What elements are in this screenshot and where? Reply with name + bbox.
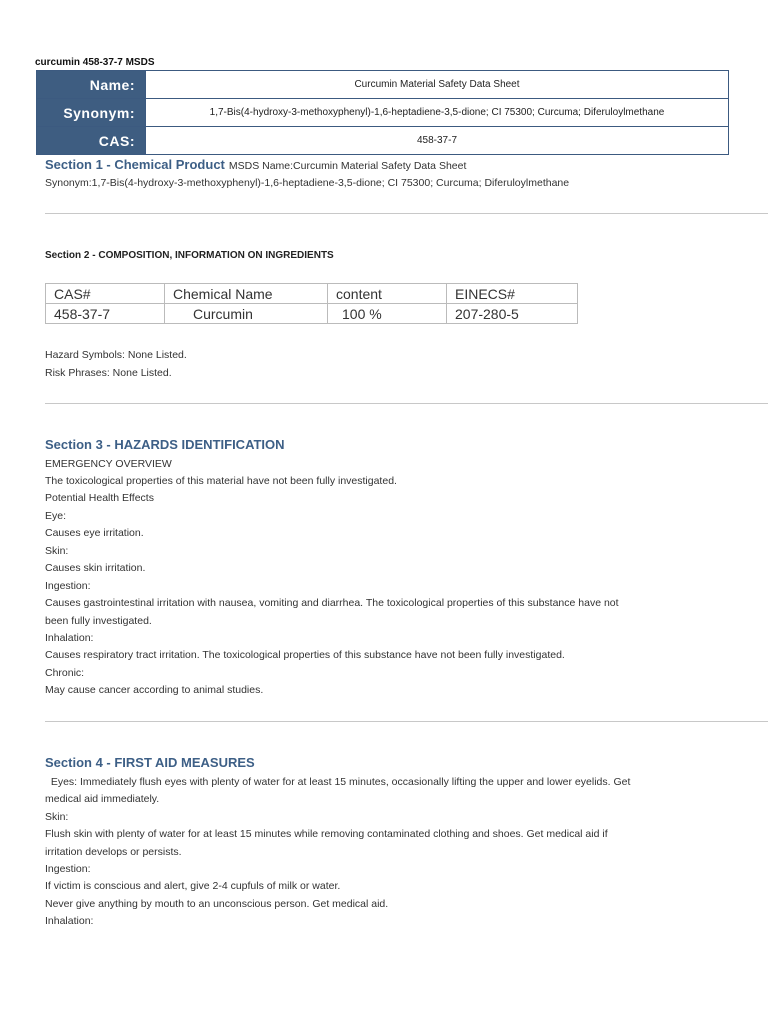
section-3-line: Causes respiratory tract irritation. The toxicological properties of this substance have not been fully investigated. [45,649,565,661]
section-1-title: Section 1 - Chemical Product [45,157,225,172]
section-1-synonym: Synonym:1,7-Bis(4-hydroxy-3-methoxyphenyl)-1,6-heptadiene-3,5-dione; CI 75300; Curcuma; Diferuloylmethane [45,177,570,189]
cell-cas: 458-37-7 [46,304,165,324]
cas-label: CAS: [37,127,146,155]
section-1-subtitle: MSDS Name:Curcumin Material Safety Data Sheet [228,160,467,172]
section-3-heading: Section 3 - HAZARDS IDENTIFICATION [45,437,285,452]
summary-row-synonym [37,99,729,127]
section-4-line: Flush skin with plenty of water for at least 15 minutes while removing contaminated clothing and shoes. Get medical aid if [45,828,608,840]
cell-chemical-name: Curcumin [165,304,328,324]
hazard-symbols: Hazard Symbols: None Listed. [45,349,187,361]
cas-value: 458-37-7 [146,127,729,155]
composition-header-row [46,284,578,304]
section-3-line: Inhalation: [45,632,94,644]
section-4-line: Ingestion: [45,863,91,875]
composition-table [45,283,578,324]
section-3-line: The toxicological properties of this material have not been fully investigated. [45,475,397,487]
section-2-heading: Section 2 - COMPOSITION, INFORMATION ON INGREDIENTS [45,250,334,261]
section-3-line: Potential Health Effects [45,492,154,504]
header-einecs: EINECS# [447,284,578,304]
name-value: Curcumin Material Safety Data Sheet [146,71,729,99]
header-cas: CAS# [46,284,165,304]
section-3-line: Causes eye irritation. [45,527,144,539]
divider [45,721,768,722]
section-3-line: Chronic: [45,667,85,679]
divider [45,213,768,214]
section-4-line: Never give anything by mouth to an unconscious person. Get medical aid. [45,898,389,910]
divider [45,403,768,404]
section-4-line: irritation develops or persists. [45,846,182,858]
section-3-line: Ingestion: [45,580,91,592]
section-3-line: Eye: [45,510,67,522]
section-4-line: If victim is conscious and alert, give 2-4 cupfuls of milk or water. [45,880,341,892]
header-content: content [328,284,447,304]
summary-row-name [37,71,729,99]
section-4-line: medical aid immediately. [45,793,160,805]
name-label: Name: [37,71,146,99]
section-4-line: Eyes: Immediately flush eyes with plenty of water for at least 15 minutes, occasionally lifting the upper and lower eyelids. Get [45,776,631,788]
header-chemical-name: Chemical Name [165,284,328,304]
section-3-line: May cause cancer according to animal studies. [45,684,264,696]
section-4-heading: Section 4 - FIRST AID MEASURES [45,755,255,770]
section-3-line: Skin: [45,545,69,557]
section-4-line: Skin: [45,811,69,823]
risk-phrases: Risk Phrases: None Listed. [45,367,172,379]
section-1-heading [45,157,466,172]
cell-content: 100 % [328,304,447,324]
section-3-line: Causes skin irritation. [45,562,146,574]
composition-data-row [46,304,578,324]
synonym-value: 1,7-Bis(4-hydroxy-3-methoxyphenyl)-1,6-heptadiene-3,5-dione; CI 75300; Curcuma; Diferuloylmethane [146,99,729,127]
synonym-label: Synonym: [37,99,146,127]
section-3-line: Causes gastrointestinal irritation with nausea, vomiting and diarrhea. The toxicological properties of this substance have not [45,597,619,609]
section-4-line: Inhalation: [45,915,94,927]
section-3-line: EMERGENCY OVERVIEW [45,458,172,470]
document-title: curcumin 458-37-7 MSDS [35,57,155,68]
cell-einecs: 207-280-5 [447,304,578,324]
summary-row-cas [37,127,729,155]
section-3-line: been fully investigated. [45,615,152,627]
summary-table [36,70,729,155]
